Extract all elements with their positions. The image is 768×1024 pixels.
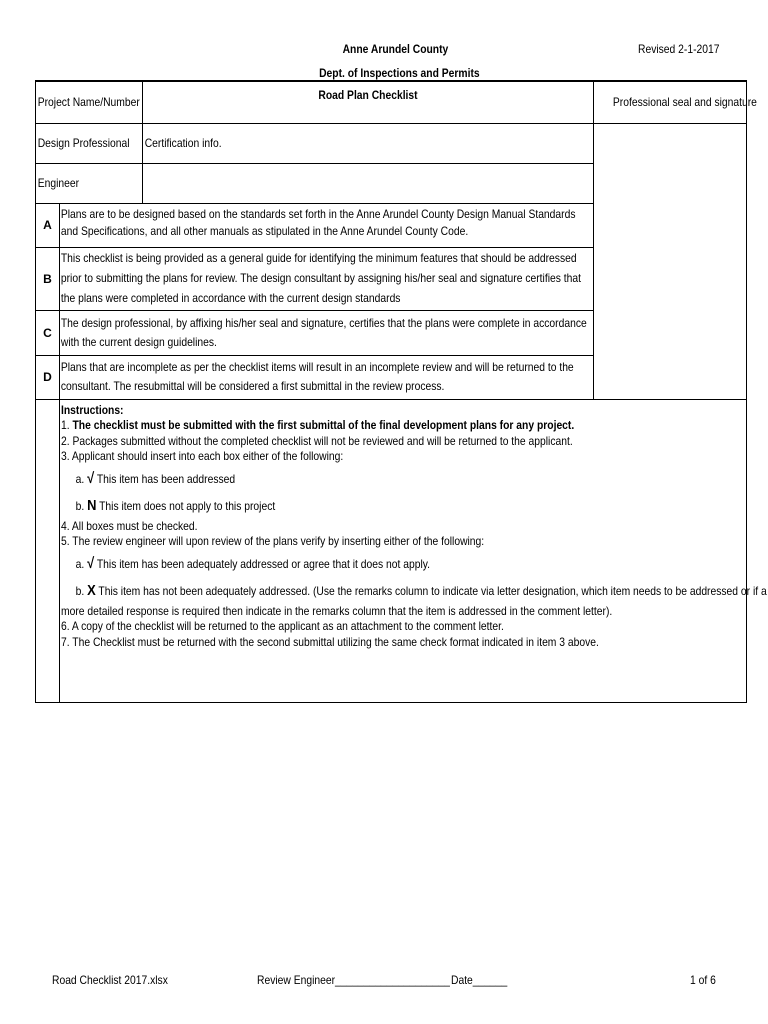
note-c-line-1: The design professional, by affixing his/her seal and signature, certifies that the plans were complete in accordance bbox=[60, 315, 587, 330]
instruction-4: 4. All boxes must be checked. bbox=[61, 518, 198, 533]
seal-label-cell bbox=[594, 81, 757, 123]
instructions-block bbox=[60, 399, 767, 702]
instruction-3b: b. N This item does not apply to this project bbox=[75, 496, 276, 514]
footer-date: Date______ bbox=[451, 973, 508, 987]
instruction-5a: a. √ This item has been adequately addressed or agree that it does not apply. bbox=[75, 554, 431, 572]
instructions-margin bbox=[36, 399, 60, 702]
instruction-3: 3. Applicant should insert into each box either of the following: bbox=[61, 449, 344, 463]
footer-filename: Road Checklist 2017.xlsx bbox=[52, 973, 168, 987]
seal-label: Professional seal and signature bbox=[612, 94, 757, 109]
instruction-1: 1. The checklist must be submitted with the first submittal of the final development plans for any project. bbox=[61, 418, 575, 432]
note-d-line-1: Plans that are incomplete as per the checklist items will result in an incomplete review and will be returned to the bbox=[60, 359, 574, 374]
note-letter-c: C bbox=[36, 310, 60, 355]
note-d bbox=[60, 355, 594, 399]
check-mark-icon: √ bbox=[87, 469, 95, 487]
instruction-2: 2. Packages submitted without the completed checklist will not be reviewed and will be returned to the applicant. bbox=[61, 433, 573, 448]
instruction-7: 7. The Checklist must be returned with the second submittal utilizing the same check format indicated in item 3 above. bbox=[61, 634, 599, 649]
checklist-table bbox=[35, 80, 767, 703]
design-professional-label-cell bbox=[36, 123, 143, 163]
note-letter-a: A bbox=[36, 203, 60, 247]
county-title: Anne Arundel County bbox=[342, 42, 449, 56]
note-letter-b: B bbox=[36, 247, 60, 310]
instruction-5b-continued: more detailed response is required then indicate in the remarks column that the item is addressed in the comment letter). bbox=[61, 603, 613, 618]
check-mark-icon: √ bbox=[87, 554, 95, 572]
note-a-line-2: and Specifications, and all other manuals as stipulated in the Anne Arundel County Code. bbox=[60, 223, 469, 238]
project-label-cell bbox=[36, 81, 143, 123]
seal-signature-box[interactable] bbox=[594, 123, 747, 399]
note-d-line-2: consultant. The resubmittal will be considered a first submittal in the review process. bbox=[60, 378, 445, 393]
note-letter-d: D bbox=[36, 355, 60, 399]
n-mark-icon: N bbox=[87, 496, 97, 514]
design-professional-label: Design Professional bbox=[37, 135, 130, 150]
instruction-3a: a. √ This item has been addressed bbox=[75, 469, 236, 487]
checklist-title: Road Plan Checklist bbox=[318, 88, 418, 102]
engineer-label-cell bbox=[36, 163, 143, 203]
instruction-5b: b. X This item has not been adequately addressed. (Use the remarks column to indicate via letter designation, which item needs to be addressed or if a bbox=[75, 581, 767, 599]
note-b-line-2: prior to submitting the plans for review. The design consultant by assigning his/her seal and signature certifies that bbox=[60, 270, 581, 285]
project-label: Project Name/Number bbox=[37, 94, 140, 109]
instruction-6: 6. A copy of the checklist will be returned to the applicant as an attachment to the comment letter. bbox=[61, 619, 504, 633]
instructions-heading: Instructions: bbox=[61, 402, 124, 417]
footer-review-engineer: Review Engineer____________________ bbox=[257, 973, 450, 987]
note-a bbox=[60, 203, 594, 247]
x-mark-icon: X bbox=[87, 581, 96, 599]
engineer-field[interactable] bbox=[143, 163, 594, 203]
project-name-field[interactable] bbox=[143, 81, 594, 123]
note-c bbox=[60, 310, 594, 355]
note-b-line-1: This checklist is being provided as a general guide for identifying the minimum features that should be addressed bbox=[60, 250, 577, 265]
instruction-5: 5. The review engineer will upon review of the plans verify by inserting either of the following: bbox=[61, 534, 485, 548]
note-b bbox=[60, 247, 594, 310]
engineer-label: Engineer bbox=[37, 175, 80, 190]
department-title: Dept. of Inspections and Permits bbox=[319, 66, 480, 80]
certification-label: Certification info. bbox=[144, 135, 222, 150]
revised-date: Revised 2-1-2017 bbox=[638, 42, 720, 56]
note-a-line-1: Plans are to be designed based on the standards set forth in the Anne Arundel County Design Manual Standards bbox=[60, 206, 576, 221]
certification-field[interactable] bbox=[143, 123, 594, 163]
note-c-line-2: with the current design guidelines. bbox=[60, 334, 217, 349]
footer-page-number: 1 of 6 bbox=[690, 973, 716, 987]
note-b-line-3: the plans were completed in accordance with the current design standards bbox=[60, 290, 401, 305]
